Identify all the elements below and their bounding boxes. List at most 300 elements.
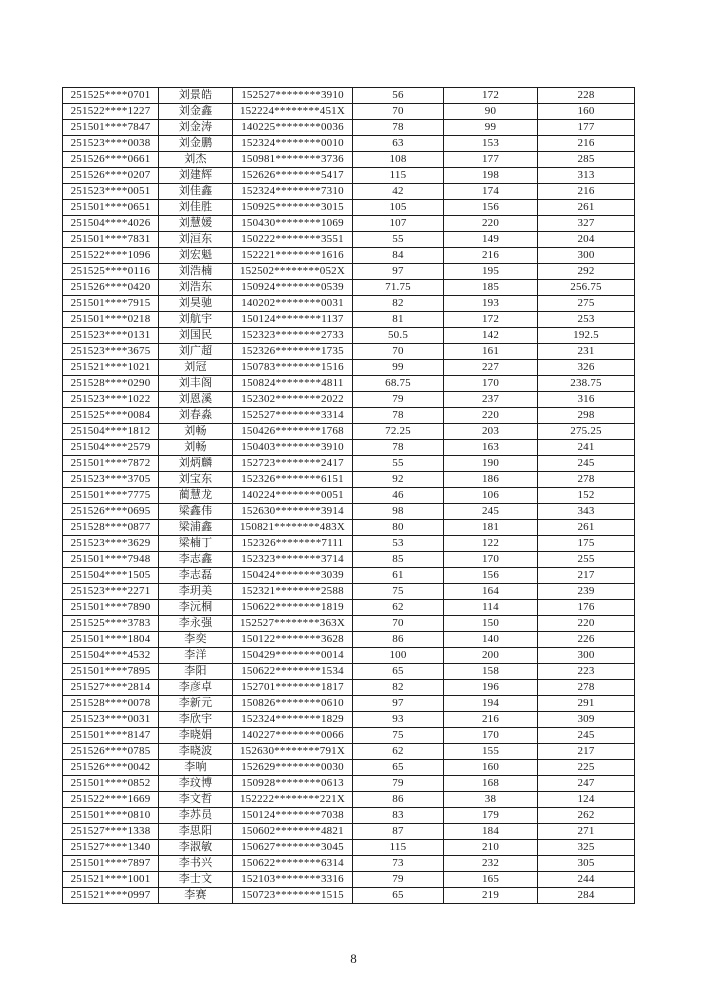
table-cell: 284 [538, 888, 635, 904]
table-row [63, 616, 635, 632]
table-row [63, 168, 635, 184]
table-cell: 83 [353, 808, 444, 824]
table-cell: 325 [538, 840, 635, 856]
score-table [62, 87, 635, 904]
table-cell: 251501****7948 [63, 552, 159, 568]
table-cell: 42 [353, 184, 444, 200]
table-cell: 李彦卓 [159, 680, 233, 696]
table-row [63, 856, 635, 872]
table-cell: 李晓娟 [159, 728, 233, 744]
table-cell: 223 [538, 664, 635, 680]
table-cell: 170 [444, 728, 538, 744]
table-cell: 150430********1069 [233, 216, 353, 232]
table-cell: 142 [444, 328, 538, 344]
table-cell: 124 [538, 792, 635, 808]
table-cell: 刘金鑫 [159, 104, 233, 120]
table-cell: 251521****1021 [63, 360, 159, 376]
table-cell: 262 [538, 808, 635, 824]
table-cell: 刘丰阁 [159, 376, 233, 392]
table-cell: 177 [538, 120, 635, 136]
table-row [63, 456, 635, 472]
table-row [63, 200, 635, 216]
table-cell: 251523****3675 [63, 344, 159, 360]
table-cell: 193 [444, 296, 538, 312]
table-cell: 150124********1137 [233, 312, 353, 328]
table-row [63, 648, 635, 664]
table-cell: 192.5 [538, 328, 635, 344]
table-cell: 53 [353, 536, 444, 552]
table-cell: 刘广超 [159, 344, 233, 360]
table-cell: 150122********3628 [233, 632, 353, 648]
table-cell: 251501****7915 [63, 296, 159, 312]
table-cell: 刘国民 [159, 328, 233, 344]
table-cell: 82 [353, 296, 444, 312]
table-cell: 150821********483X [233, 520, 353, 536]
table-row [63, 840, 635, 856]
table-cell: 216 [444, 248, 538, 264]
table-cell: 84 [353, 248, 444, 264]
table-cell: 316 [538, 392, 635, 408]
table-cell: 140225********0036 [233, 120, 353, 136]
table-row [63, 520, 635, 536]
table-cell: 251504****4532 [63, 648, 159, 664]
table-row [63, 472, 635, 488]
table-cell: 251521****0997 [63, 888, 159, 904]
table-cell: 152527********3910 [233, 88, 353, 104]
score-table-container [62, 87, 634, 904]
table-cell: 81 [353, 312, 444, 328]
table-cell: 李晓波 [159, 744, 233, 760]
table-cell: 蔺慧龙 [159, 488, 233, 504]
table-cell: 140202********0031 [233, 296, 353, 312]
table-row [63, 248, 635, 264]
table-cell: 161 [444, 344, 538, 360]
table-cell: 251504****1505 [63, 568, 159, 584]
score-table-body [63, 88, 635, 904]
table-cell: 251523****0038 [63, 136, 159, 152]
table-cell: 152224********451X [233, 104, 353, 120]
table-row [63, 664, 635, 680]
table-row [63, 264, 635, 280]
table-row [63, 888, 635, 904]
table-row [63, 760, 635, 776]
table-cell: 170 [444, 552, 538, 568]
table-row [63, 360, 635, 376]
table-cell: 244 [538, 872, 635, 888]
table-row [63, 536, 635, 552]
table-cell: 228 [538, 88, 635, 104]
table-cell: 253 [538, 312, 635, 328]
table-cell: 刘炳麟 [159, 456, 233, 472]
table-cell: 刘浩东 [159, 280, 233, 296]
table-cell: 220 [444, 408, 538, 424]
table-cell: 261 [538, 520, 635, 536]
table-cell: 152701********1817 [233, 680, 353, 696]
table-cell: 150928********0613 [233, 776, 353, 792]
table-cell: 271 [538, 824, 635, 840]
table-cell: 61 [353, 568, 444, 584]
table-cell: 李沅桐 [159, 600, 233, 616]
table-cell: 194 [444, 696, 538, 712]
table-cell: 152323********3714 [233, 552, 353, 568]
table-cell: 251526****0042 [63, 760, 159, 776]
table-cell: 177 [444, 152, 538, 168]
table-cell: 285 [538, 152, 635, 168]
table-cell: 150424********3039 [233, 568, 353, 584]
table-cell: 238.75 [538, 376, 635, 392]
table-cell: 李永强 [159, 616, 233, 632]
table-cell: 80 [353, 520, 444, 536]
table-cell: 278 [538, 680, 635, 696]
table-cell: 251522****1227 [63, 104, 159, 120]
table-cell: 153 [444, 136, 538, 152]
table-cell: 300 [538, 248, 635, 264]
table-cell: 179 [444, 808, 538, 824]
table-cell: 226 [538, 632, 635, 648]
table-cell: 326 [538, 360, 635, 376]
table-cell: 152630********791X [233, 744, 353, 760]
table-cell: 251526****0207 [63, 168, 159, 184]
table-row [63, 568, 635, 584]
table-cell: 李文哲 [159, 792, 233, 808]
table-cell: 251523****3629 [63, 536, 159, 552]
table-cell: 70 [353, 616, 444, 632]
table-cell: 93 [353, 712, 444, 728]
table-cell: 李淑敏 [159, 840, 233, 856]
table-cell: 251528****0078 [63, 696, 159, 712]
table-cell: 160 [444, 760, 538, 776]
table-cell: 150622********1534 [233, 664, 353, 680]
table-cell: 刘金鹏 [159, 136, 233, 152]
table-cell: 150222********3551 [233, 232, 353, 248]
table-cell: 75 [353, 584, 444, 600]
table-cell: 251501****0810 [63, 808, 159, 824]
table-cell: 150403********3910 [233, 440, 353, 456]
table-cell: 292 [538, 264, 635, 280]
table-cell: 152321********2588 [233, 584, 353, 600]
table-cell: 140 [444, 632, 538, 648]
table-row [63, 824, 635, 840]
table-cell: 231 [538, 344, 635, 360]
table-row [63, 488, 635, 504]
table-cell: 251501****7872 [63, 456, 159, 472]
table-cell: 251526****0785 [63, 744, 159, 760]
table-cell: 149 [444, 232, 538, 248]
table-cell: 99 [444, 120, 538, 136]
table-cell: 152626********5417 [233, 168, 353, 184]
table-cell: 152103********3316 [233, 872, 353, 888]
table-cell: 李奕 [159, 632, 233, 648]
table-cell: 78 [353, 120, 444, 136]
table-cell: 152221********1616 [233, 248, 353, 264]
table-cell: 100 [353, 648, 444, 664]
table-cell: 278 [538, 472, 635, 488]
table-cell: 245 [538, 456, 635, 472]
table-cell: 251521****1001 [63, 872, 159, 888]
table-cell: 68.75 [353, 376, 444, 392]
table-cell: 62 [353, 600, 444, 616]
table-cell: 251501****1804 [63, 632, 159, 648]
table-cell: 刘慧媛 [159, 216, 233, 232]
table-cell: 63 [353, 136, 444, 152]
table-cell: 165 [444, 872, 538, 888]
table-row [63, 424, 635, 440]
table-cell: 343 [538, 504, 635, 520]
table-cell: 158 [444, 664, 538, 680]
table-cell: 251526****0661 [63, 152, 159, 168]
table-row [63, 712, 635, 728]
table-cell: 71.75 [353, 280, 444, 296]
table-cell: 251504****4026 [63, 216, 159, 232]
table-row [63, 184, 635, 200]
table-cell: 李苏员 [159, 808, 233, 824]
table-cell: 241 [538, 440, 635, 456]
table-cell: 85 [353, 552, 444, 568]
table-cell: 72.25 [353, 424, 444, 440]
table-row [63, 296, 635, 312]
table-row [63, 696, 635, 712]
table-cell: 李洋 [159, 648, 233, 664]
table-cell: 251523****0031 [63, 712, 159, 728]
table-cell: 251501****7775 [63, 488, 159, 504]
table-row [63, 792, 635, 808]
table-cell: 150925********3015 [233, 200, 353, 216]
table-cell: 97 [353, 264, 444, 280]
table-cell: 150824********4811 [233, 376, 353, 392]
table-cell: 李书兴 [159, 856, 233, 872]
table-row [63, 312, 635, 328]
table-cell: 217 [538, 744, 635, 760]
table-cell: 251522****1096 [63, 248, 159, 264]
table-cell: 220 [538, 616, 635, 632]
table-cell: 152323********2733 [233, 328, 353, 344]
table-cell: 251501****7831 [63, 232, 159, 248]
table-cell: 78 [353, 408, 444, 424]
table-cell: 184 [444, 824, 538, 840]
table-cell: 219 [444, 888, 538, 904]
table-cell: 90 [444, 104, 538, 120]
table-cell: 50.5 [353, 328, 444, 344]
table-cell: 87 [353, 824, 444, 840]
table-cell: 251523****0131 [63, 328, 159, 344]
table-cell: 251504****1812 [63, 424, 159, 440]
table-cell: 55 [353, 232, 444, 248]
table-cell: 313 [538, 168, 635, 184]
table-cell: 150622********1819 [233, 600, 353, 616]
table-cell: 梁鑫伟 [159, 504, 233, 520]
table-cell: 181 [444, 520, 538, 536]
table-cell: 200 [444, 648, 538, 664]
table-row [63, 728, 635, 744]
table-cell: 150627********3045 [233, 840, 353, 856]
table-cell: 梁浦鑫 [159, 520, 233, 536]
table-cell: 251527****1340 [63, 840, 159, 856]
table-cell: 150 [444, 616, 538, 632]
table-cell: 105 [353, 200, 444, 216]
table-cell: 62 [353, 744, 444, 760]
table-cell: 115 [353, 168, 444, 184]
table-cell: 92 [353, 472, 444, 488]
table-cell: 56 [353, 88, 444, 104]
table-cell: 216 [538, 136, 635, 152]
table-cell: 261 [538, 200, 635, 216]
table-cell: 251526****0420 [63, 280, 159, 296]
table-cell: 247 [538, 776, 635, 792]
table-cell: 刘冠 [159, 360, 233, 376]
table-cell: 梁楠丁 [159, 536, 233, 552]
table-cell: 70 [353, 104, 444, 120]
table-cell: 174 [444, 184, 538, 200]
table-row [63, 776, 635, 792]
table-row [63, 808, 635, 824]
table-cell: 251526****0695 [63, 504, 159, 520]
table-row [63, 136, 635, 152]
table-cell: 176 [538, 600, 635, 616]
table-cell: 170 [444, 376, 538, 392]
table-cell: 300 [538, 648, 635, 664]
table-cell: 251501****7847 [63, 120, 159, 136]
table-row [63, 232, 635, 248]
table-cell: 152723********2417 [233, 456, 353, 472]
table-cell: 196 [444, 680, 538, 696]
table-cell: 152629********0030 [233, 760, 353, 776]
table-cell: 刘春淼 [159, 408, 233, 424]
table-cell: 251525****3783 [63, 616, 159, 632]
table-cell: 刘景皓 [159, 88, 233, 104]
table-cell: 251523****1022 [63, 392, 159, 408]
table-cell: 152502********052X [233, 264, 353, 280]
table-cell: 140224********0051 [233, 488, 353, 504]
table-cell: 刘佳胜 [159, 200, 233, 216]
table-cell: 99 [353, 360, 444, 376]
table-cell: 251527****2814 [63, 680, 159, 696]
table-cell: 108 [353, 152, 444, 168]
table-cell: 190 [444, 456, 538, 472]
table-row [63, 328, 635, 344]
table-cell: 217 [538, 568, 635, 584]
table-cell: 79 [353, 776, 444, 792]
table-row [63, 744, 635, 760]
table-cell: 239 [538, 584, 635, 600]
table-cell: 298 [538, 408, 635, 424]
table-row [63, 376, 635, 392]
table-cell: 163 [444, 440, 538, 456]
table-cell: 刘建辉 [159, 168, 233, 184]
table-cell: 251501****7897 [63, 856, 159, 872]
table-cell: 98 [353, 504, 444, 520]
page-number: 8 [350, 951, 357, 966]
table-cell: 李赛 [159, 888, 233, 904]
table-cell: 78 [353, 440, 444, 456]
table-cell: 216 [444, 712, 538, 728]
table-cell: 251527****1338 [63, 824, 159, 840]
table-cell: 刘昊驰 [159, 296, 233, 312]
table-row [63, 632, 635, 648]
table-cell: 李志鑫 [159, 552, 233, 568]
table-cell: 152 [538, 488, 635, 504]
table-cell: 刘航宇 [159, 312, 233, 328]
table-cell: 275.25 [538, 424, 635, 440]
table-cell: 刘宝东 [159, 472, 233, 488]
table-row [63, 584, 635, 600]
table-cell: 李玟博 [159, 776, 233, 792]
table-cell: 38 [444, 792, 538, 808]
table-cell: 刘佳鑫 [159, 184, 233, 200]
table-cell: 65 [353, 888, 444, 904]
table-cell: 李志磊 [159, 568, 233, 584]
table-cell: 李响 [159, 760, 233, 776]
table-cell: 李思阳 [159, 824, 233, 840]
table-cell: 86 [353, 792, 444, 808]
table-cell: 152326********6151 [233, 472, 353, 488]
table-cell: 150826********0610 [233, 696, 353, 712]
table-cell: 251501****7895 [63, 664, 159, 680]
table-cell: 150622********6314 [233, 856, 353, 872]
table-cell: 251523****0051 [63, 184, 159, 200]
table-cell: 刘宏魁 [159, 248, 233, 264]
table-cell: 152630********3914 [233, 504, 353, 520]
table-cell: 204 [538, 232, 635, 248]
table-cell: 255 [538, 552, 635, 568]
table-cell: 220 [444, 216, 538, 232]
table-cell: 195 [444, 264, 538, 280]
table-cell: 309 [538, 712, 635, 728]
table-cell: 114 [444, 600, 538, 616]
table-cell: 150124********7038 [233, 808, 353, 824]
table-row [63, 280, 635, 296]
table-cell: 251501****0651 [63, 200, 159, 216]
table-cell: 251501****7890 [63, 600, 159, 616]
table-cell: 李新元 [159, 696, 233, 712]
table-cell: 150783********1516 [233, 360, 353, 376]
table-cell: 150602********4821 [233, 824, 353, 840]
table-cell: 327 [538, 216, 635, 232]
table-row [63, 120, 635, 136]
table-cell: 210 [444, 840, 538, 856]
table-cell: 172 [444, 88, 538, 104]
table-row [63, 104, 635, 120]
table-cell: 156 [444, 568, 538, 584]
table-cell: 245 [538, 728, 635, 744]
table-cell: 175 [538, 536, 635, 552]
table-cell: 305 [538, 856, 635, 872]
table-cell: 152527********3314 [233, 408, 353, 424]
table-cell: 251525****0116 [63, 264, 159, 280]
table-cell: 152324********0010 [233, 136, 353, 152]
table-cell: 198 [444, 168, 538, 184]
table-cell: 275 [538, 296, 635, 312]
table-row [63, 504, 635, 520]
table-cell: 251522****1669 [63, 792, 159, 808]
table-cell: 251501****0218 [63, 312, 159, 328]
table-cell: 115 [353, 840, 444, 856]
table-cell: 李欣宇 [159, 712, 233, 728]
table-cell: 73 [353, 856, 444, 872]
table-cell: 75 [353, 728, 444, 744]
table-cell: 232 [444, 856, 538, 872]
table-cell: 150723********1515 [233, 888, 353, 904]
table-cell: 227 [444, 360, 538, 376]
table-cell: 216 [538, 184, 635, 200]
table-cell: 251523****2271 [63, 584, 159, 600]
table-row [63, 680, 635, 696]
table-cell: 172 [444, 312, 538, 328]
table-cell: 刘恩溪 [159, 392, 233, 408]
table-cell: 251528****0877 [63, 520, 159, 536]
table-cell: 107 [353, 216, 444, 232]
table-cell: 79 [353, 872, 444, 888]
table-cell: 刘浩楠 [159, 264, 233, 280]
